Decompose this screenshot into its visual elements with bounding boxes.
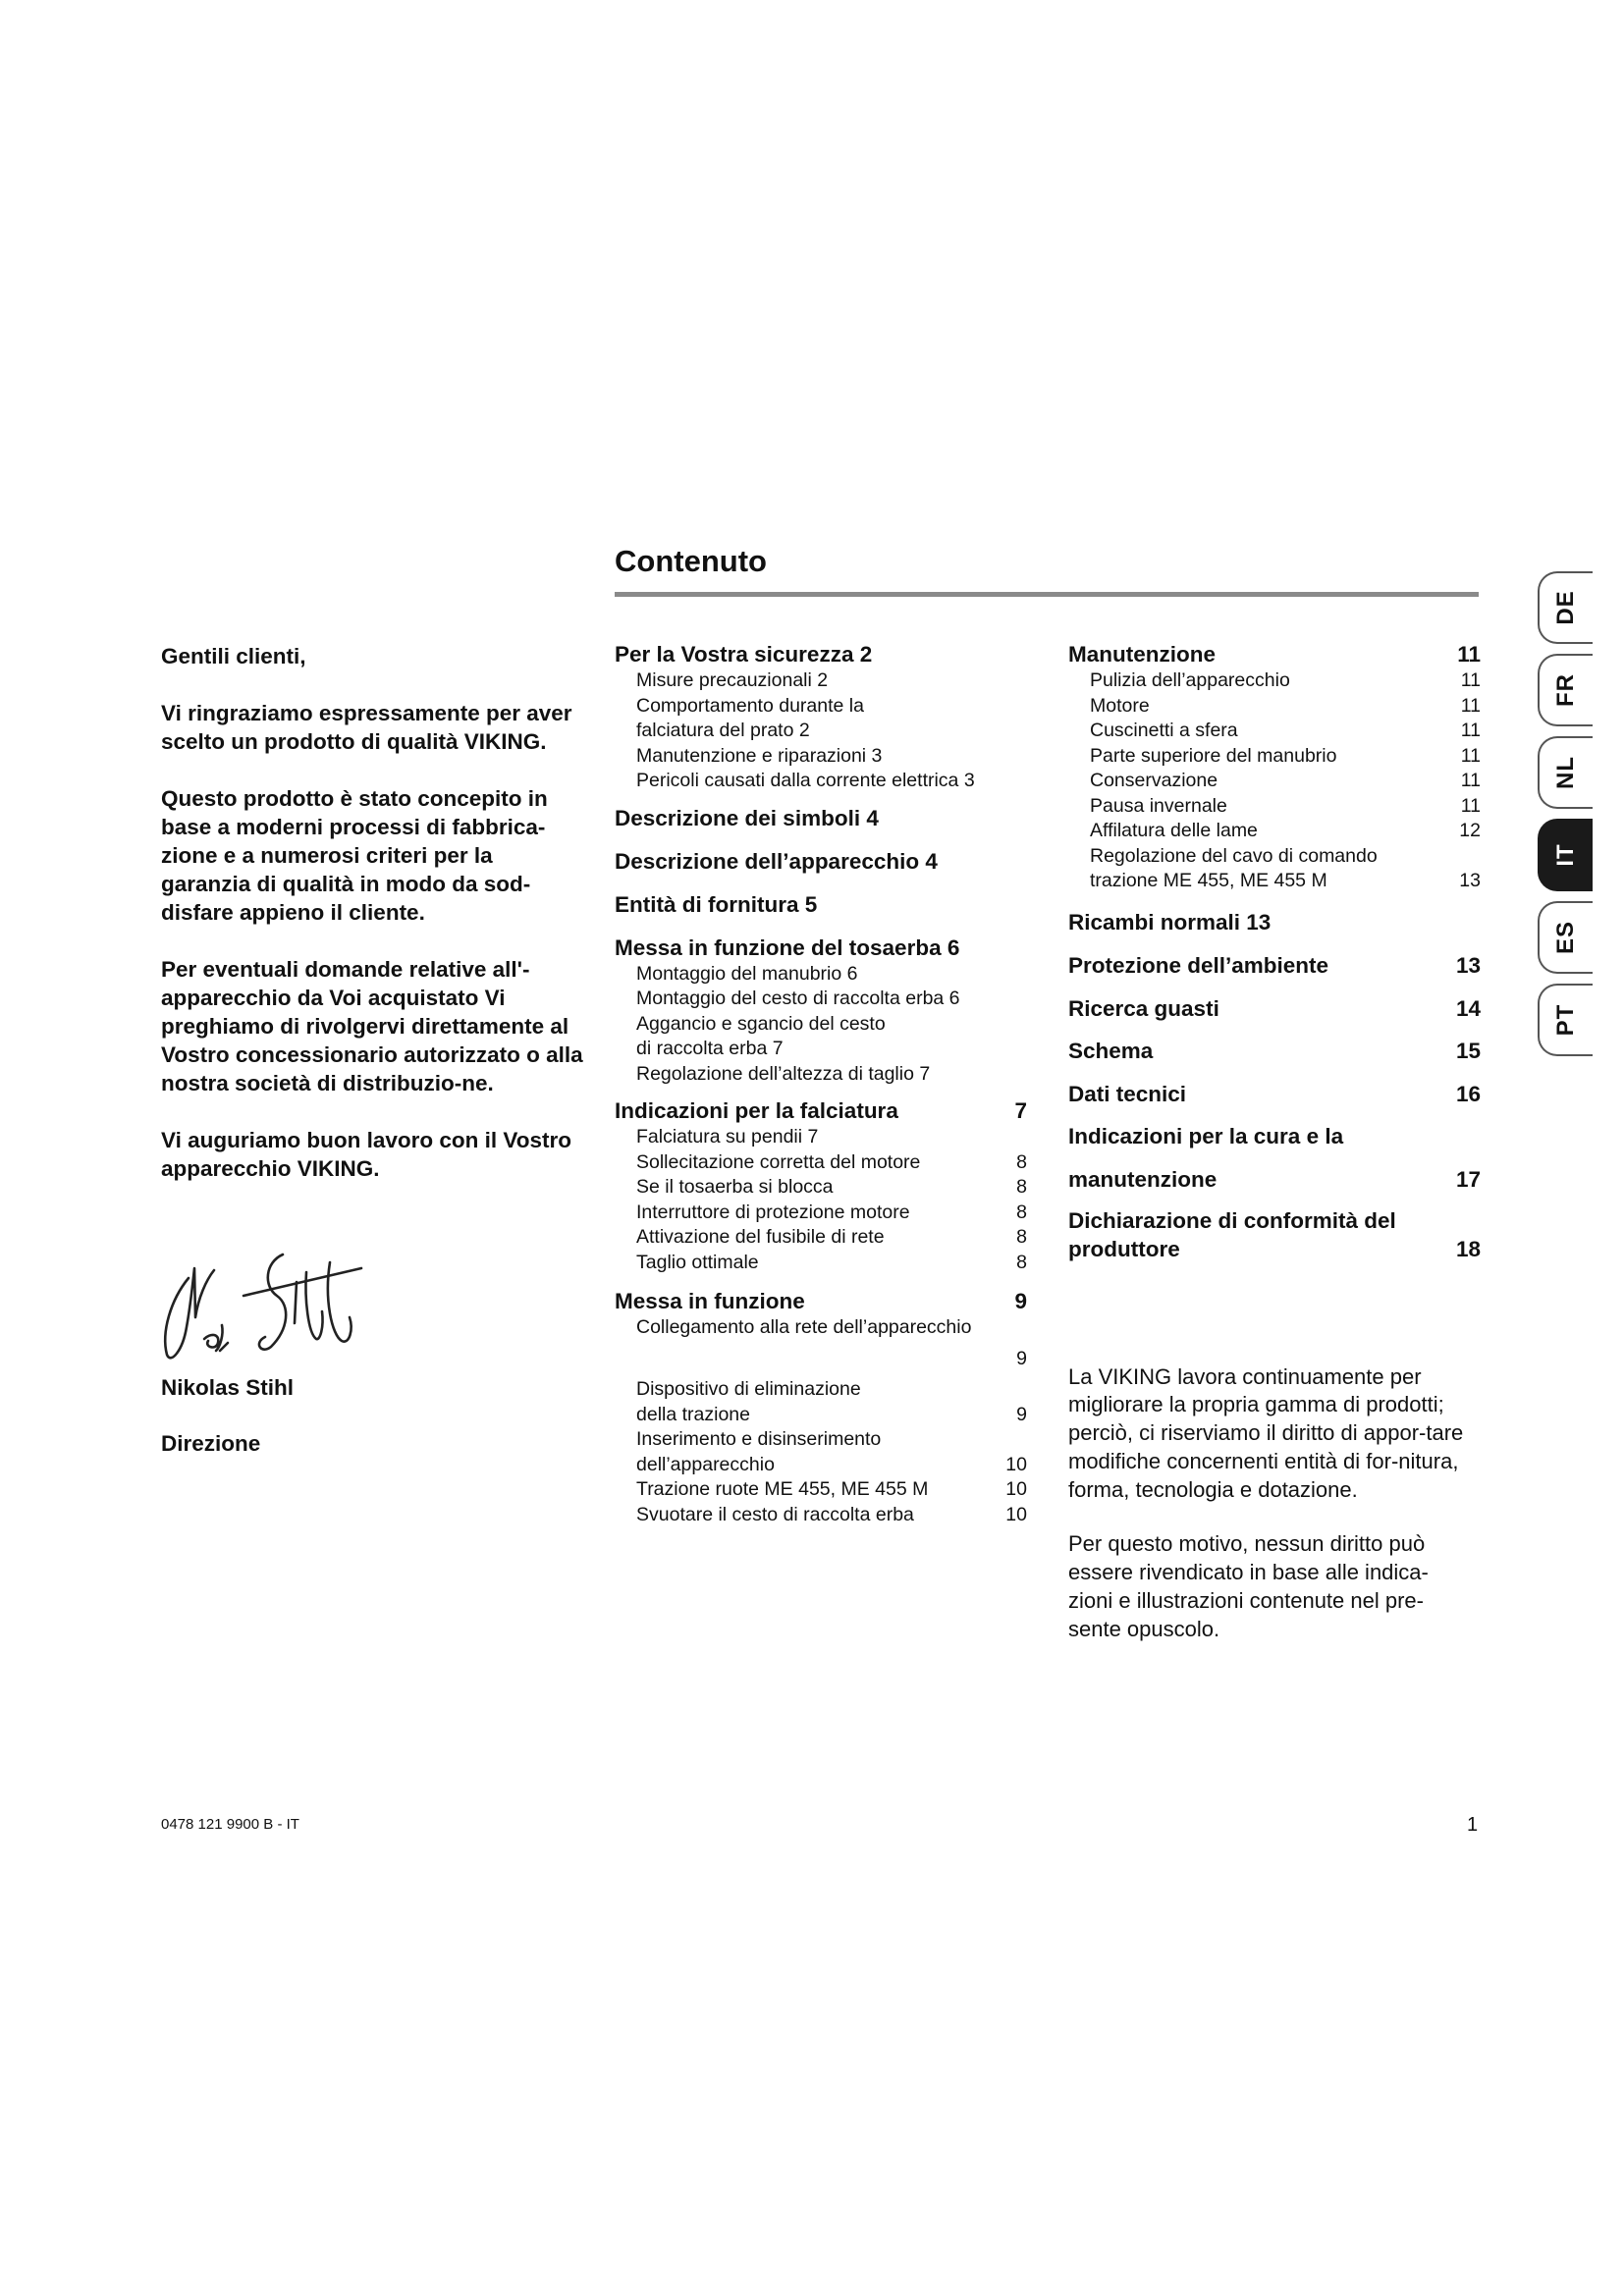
- toc-section-simboli: Descrizione dei simboli 4: [615, 805, 879, 830]
- toc-item: Collegamento alla rete dell’apparecchio: [636, 1316, 972, 1338]
- toc-section-messa-tosaerba: Messa in funzione del tosaerba 6: [615, 934, 960, 960]
- toc-item: Pulizia dell’apparecchio 11: [1090, 669, 1481, 691]
- tab-pt[interactable]: PT: [1538, 984, 1593, 1056]
- toc-item: dell’apparecchio 10: [636, 1453, 1027, 1475]
- letter-paragraph-2: Questo prodotto è stato concepito in base a moderni processi di fabbrica-zione e a numerosi criteri per la garanzia di qualità in modo da sod-disfare appieno il cliente.: [161, 786, 548, 925]
- toc-entry-conformita-cont: produttore 18: [1068, 1236, 1481, 1261]
- toc-entry-schema: Schema 15: [1068, 1038, 1481, 1063]
- toc-item: Svuotare il cesto di raccolta erba 10: [636, 1503, 1027, 1525]
- toc-item: Parte superiore del manubrio 11: [1090, 744, 1481, 767]
- toc-item: Montaggio del manubrio 6: [636, 962, 858, 985]
- toc-item: Attivazione del fusibile di rete 8: [636, 1226, 1027, 1248]
- toc-item: Trazione ruote ME 455, ME 455 M 10: [636, 1478, 1027, 1500]
- toc-item: Sollecitazione corretta del motore 8: [636, 1150, 1027, 1173]
- toc-entry-guasti: Ricerca guasti 14: [1068, 995, 1481, 1021]
- toc-item: Montaggio del cesto di raccolta erba 6: [636, 988, 960, 1009]
- letter-greeting: Gentili clienti,: [161, 644, 306, 668]
- letter-paragraph-3: Per eventuali domande relative all'-apparecchio da Voi acquistato Vi preghiamo di rivolgervi direttamente al Vostro concessionario autorizzato o alla nostra società di distribuzio-ne.: [161, 957, 583, 1095]
- toc-section-manutenzione: Manutenzione 11: [1068, 642, 1481, 667]
- toc-entry-ambiente: Protezione dell’ambiente 13: [1068, 952, 1481, 978]
- language-tabs: [1538, 571, 1593, 1066]
- toc-entry-ricambi: Ricambi normali 13: [1068, 909, 1272, 934]
- letter-paragraph-1: Vi ringraziamo espressamente per aver scelto un prodotto di qualità VIKING.: [161, 701, 572, 754]
- toc-item: Regolazione dell’altezza di taglio 7: [636, 1062, 931, 1085]
- toc-item: Aggancio e sgancio del cesto: [636, 1012, 886, 1035]
- toc-column-right: [1068, 640, 1481, 1644]
- title-divider: [615, 592, 1479, 597]
- toc-item: Inserimento e disinserimento: [636, 1428, 882, 1450]
- toc-item: Regolazione del cavo di comando: [1090, 844, 1378, 867]
- toc-entry-cura-cont: manutenzione 17: [1068, 1166, 1481, 1192]
- toc-item: Falciatura su pendii 7: [636, 1126, 819, 1148]
- toc-section-sicurezza: Per la Vostra sicurezza 2: [615, 642, 873, 667]
- toc-item: Comportamento durante la: [636, 694, 864, 717]
- toc-item: Cuscinetti a sfera 11: [1090, 720, 1481, 741]
- toc-section-fornitura: Entità di fornitura 5: [615, 891, 818, 917]
- toc-item: Affilatura delle lame 12: [1090, 820, 1481, 841]
- toc-entry-dati-tecnici: Dati tecnici 16: [1068, 1081, 1481, 1106]
- toc-entry-cura: Indicazioni per la cura e la: [1068, 1123, 1344, 1148]
- toc-item: Taglio ottimale 8: [636, 1251, 1027, 1273]
- toc-item: Interruttore di protezione motore 8: [636, 1201, 1027, 1223]
- toc-entry-conformita: Dichiarazione di conformità del: [1068, 1207, 1396, 1233]
- toc-item: 9: [1016, 1347, 1027, 1369]
- toc-item: Motore 11: [1090, 694, 1481, 717]
- note-paragraph-2: Per questo motivo, nessun diritto può essere rivendicato in base alle indica-zioni e illustrazioni contenute nel pre-sente opuscolo.: [1068, 1531, 1429, 1641]
- toc-item: Misure precauzionali 2: [636, 669, 829, 691]
- toc-item: della trazione 9: [636, 1403, 1027, 1425]
- toc-item: Pericoli causati dalla corrente elettrica 3: [636, 770, 975, 791]
- page-number: 1: [1467, 1814, 1479, 1836]
- tab-es[interactable]: ES: [1538, 901, 1593, 974]
- toc-item: Pausa invernale 11: [1090, 794, 1481, 817]
- toc-item: Conservazione 11: [1090, 770, 1481, 791]
- handwritten-signature: [149, 1249, 385, 1371]
- tab-nl[interactable]: NL: [1538, 736, 1593, 809]
- toc-item: Se il tosaerba si blocca 8: [636, 1176, 1027, 1198]
- toc-item: di raccolta erba 7: [636, 1038, 784, 1059]
- signer-name: Nikolas Stihl: [161, 1375, 295, 1400]
- tab-de[interactable]: DE: [1538, 571, 1593, 644]
- signer-role: Direzione: [161, 1431, 261, 1456]
- letter-paragraph-4: Vi auguriamo buon lavoro con il Vostro apparecchio VIKING.: [161, 1128, 571, 1181]
- toc-section-falciatura: Indicazioni per la falciatura 7: [615, 1098, 1027, 1123]
- toc-column-left: [615, 640, 1027, 1527]
- toc-item: Manutenzione e riparazioni 3: [636, 744, 883, 767]
- toc-section-descrizione: Descrizione dell’apparecchio 4: [615, 848, 938, 874]
- tab-fr[interactable]: FR: [1538, 654, 1593, 726]
- note-paragraph-1: La VIKING lavora continuamente per migliorare la propria gamma di prodotti; perciò, ci riserviamo il diritto di appor-tare modifiche concernenti entità di for-nitura, forma, tecnologia e dotazione.: [1068, 1363, 1464, 1502]
- page-title: Contenuto: [615, 544, 767, 578]
- toc-section-messa-in-funzione: Messa in funzione 9: [615, 1289, 1027, 1313]
- tab-it[interactable]: IT: [1538, 819, 1593, 891]
- document-code: 0478 121 9900 B - IT: [161, 1816, 299, 1833]
- toc-item: Dispositivo di eliminazione: [636, 1378, 861, 1400]
- toc-item: trazione ME 455, ME 455 M 13: [1090, 870, 1481, 891]
- toc-item: falciatura del prato 2: [636, 720, 810, 741]
